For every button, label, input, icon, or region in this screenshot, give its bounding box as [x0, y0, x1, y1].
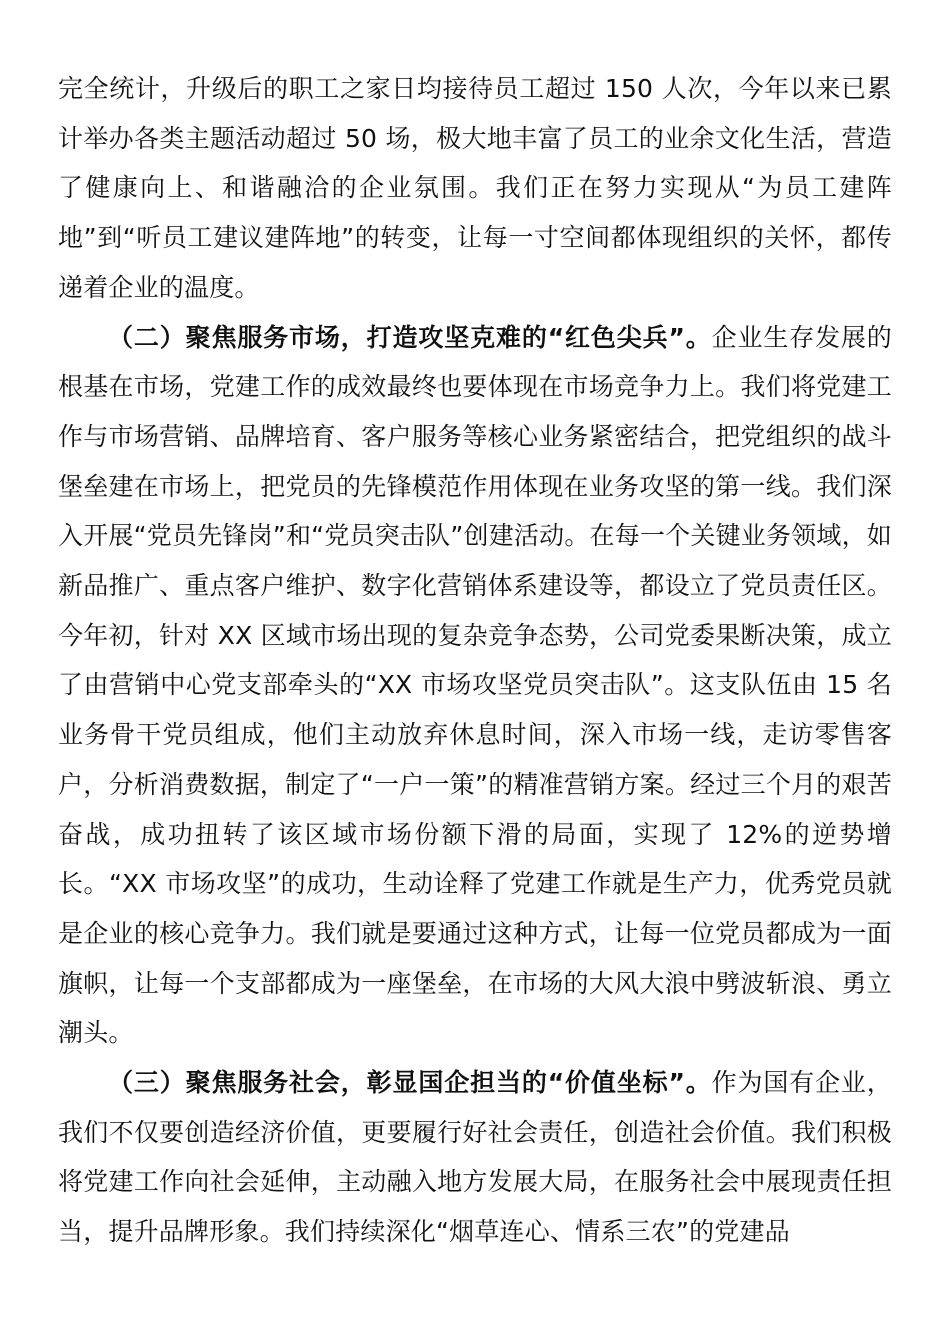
section-heading: （二）聚焦服务市场，打造攻坚克难的“红色尖兵”。: [108, 322, 712, 352]
paragraph-continuation: [58, 64, 892, 313]
paragraph-section-3: [58, 1058, 892, 1257]
paragraph-body: 完全统计，升级后的职工之家日均接待员工超过 150 人次，今年以来已累计举办各类主题活动超过 50 场，极大地丰富了员工的业余文化生活，营造了健康向上、和谐融洽的企业氛围。我们正在努力实现从“为员工建阵地”到“听员工建议建阵地”的转变，让每一寸空间都体现组织的关怀，都传递着企业的温度。: [58, 74, 892, 302]
paragraph-body: 作为国有企业，我们不仅要创造经济价值，更要履行好社会责任，创造社会价值。我们积极将党建工作向社会延伸，主动融入地方发展大局，在服务社会中展现责任担当，提升品牌形象。我们持续深化“烟草连心、情系三农”的党建品: [58, 1068, 892, 1247]
document-body: [58, 64, 892, 1257]
paragraph-body: 企业生存发展的根基在市场，党建工作的成效最终也要体现在市场竞争力上。我们将党建工作与市场营销、品牌培育、客户服务等核心业务紧密结合，把党组织的战斗堡垒建在市场上，把党员的先锋模范作用体现在业务攻坚的第一线。我们深入开展“党员先锋岗”和“党员突击队”创建活动。在每一个关键业务领域，如新品推广、重点客户维护、数字化营销体系建设等，都设立了党员责任区。今年初，针对 XX 区域市场出现的复杂竞争态势，公司党委果断决策，成立了由营销中心党支部牵头的“XX 市场攻坚党员突击队”。这支队伍由 15 名业务骨干党员组成，他们主动放弃休息时间，深入市场一线，走访零售客户，分析消费数据，制定了“一户一策”的精准营销方案。经过三个月的艰苦奋战，成功扭转了该区域市场份额下滑的局面，实现了 12%的逆势增长。“XX 市场攻坚”的成功，生动诠释了党建工作就是生产力，优秀党员就是企业的核心竞争力。我们就是要通过这种方式，让每一位党员都成为一面旗帜，让每一个支部都成为一座堡垒，在市场的大风大浪中劈波斩浪、勇立潮头。: [58, 322, 892, 1048]
section-heading: （三）聚焦服务社会，彰显国企担当的“价值坐标”。: [108, 1068, 712, 1098]
paragraph-section-2: [58, 313, 892, 1059]
